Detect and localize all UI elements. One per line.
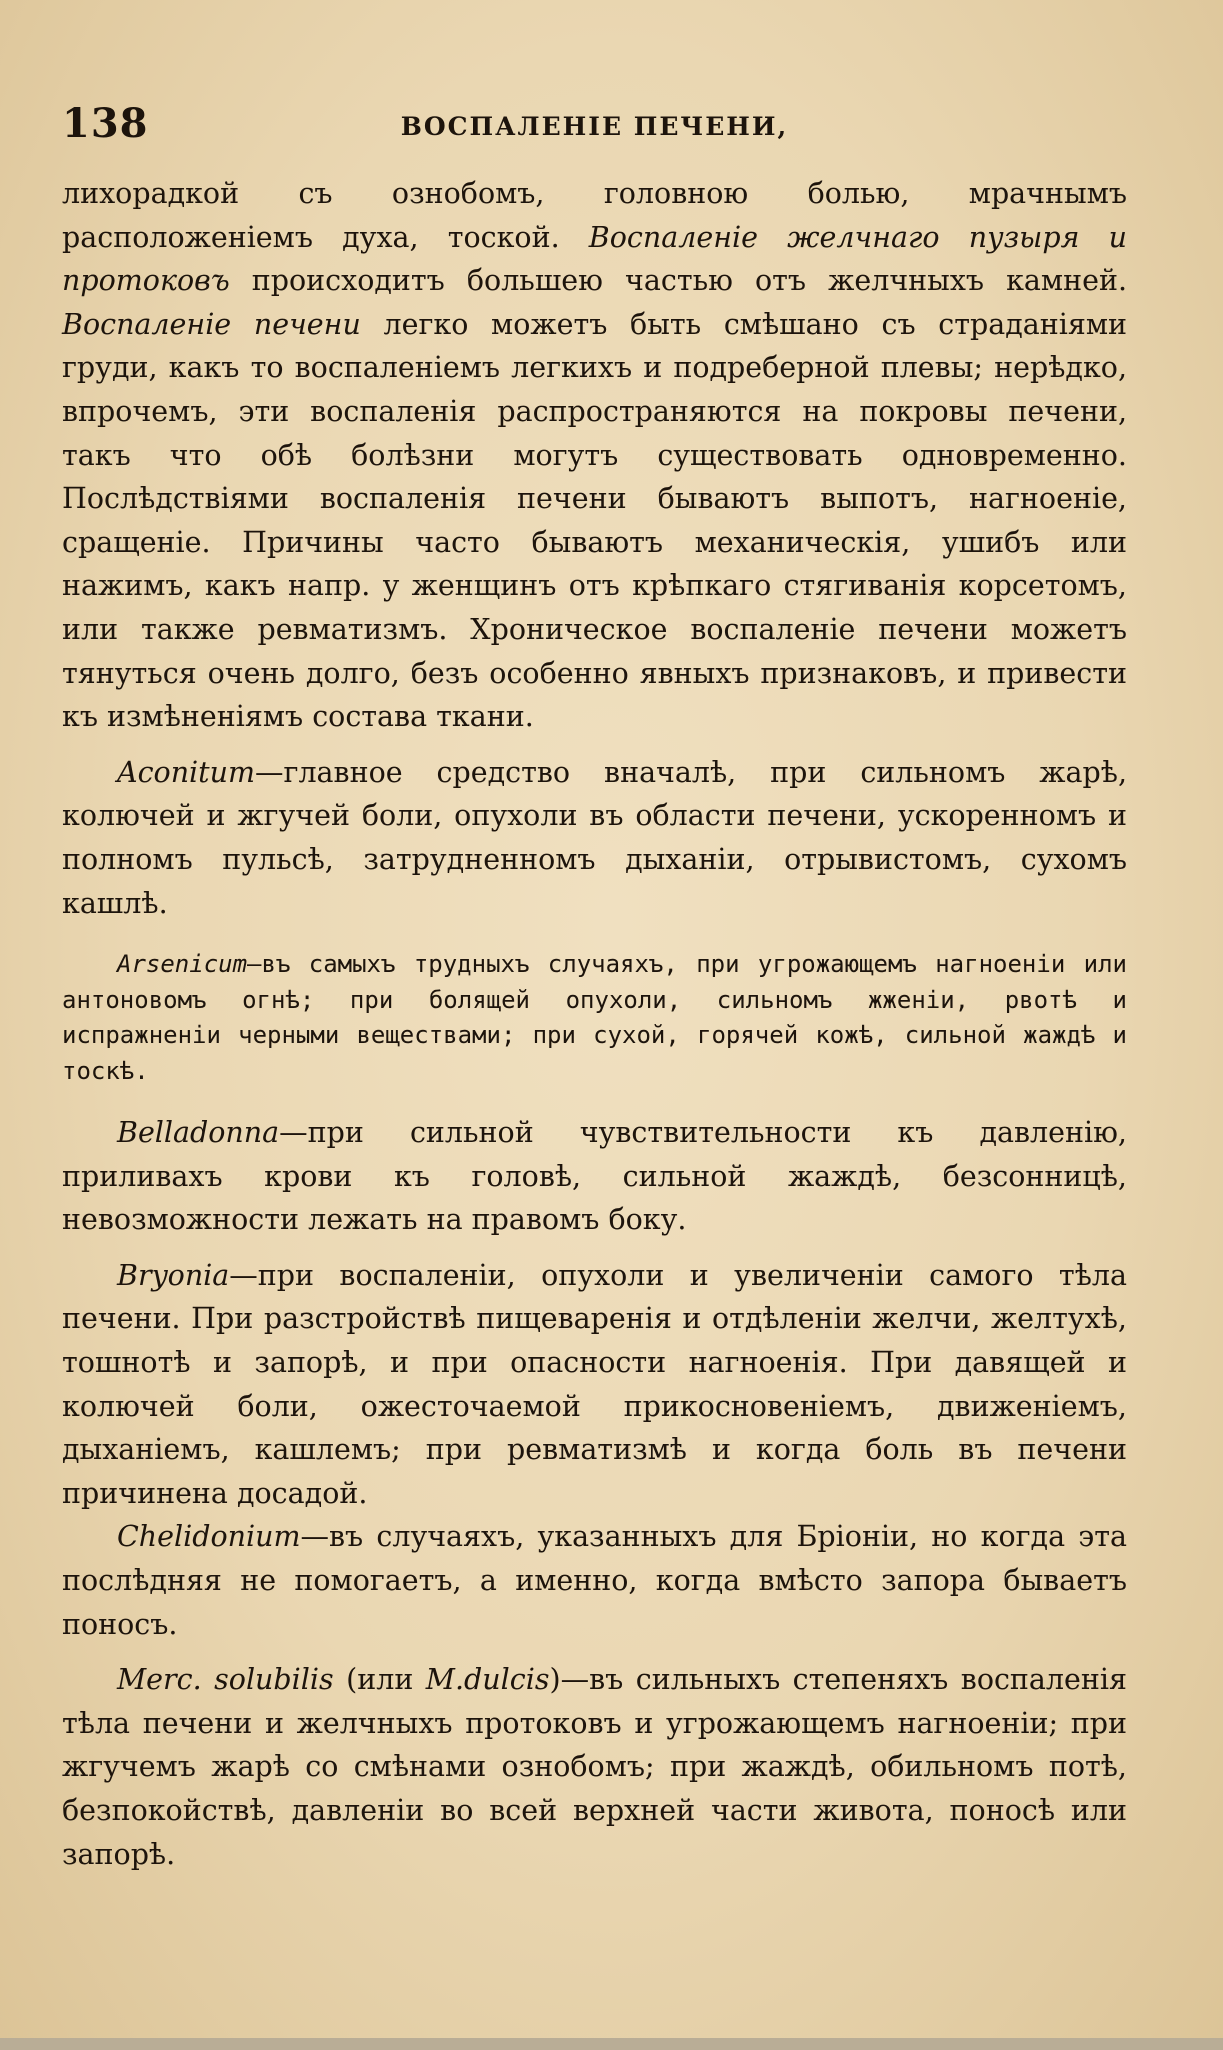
remedy-text: —главное средство вначалѣ, при сильномъ жарѣ, колючей и жгучей боли, опухоли въ области печени, ускоренномъ и полномъ пульсѣ, затрудненномъ дыханіи, отрывистомъ, сухомъ кашлѣ.: [62, 755, 1127, 920]
remedy-text: —при сильной чувствительности къ давленію, приливахъ крови къ головѣ, сильной жаждѣ, безсонницѣ, невозможности лежать на правомъ боку.: [62, 1116, 1127, 1237]
intro-paragraph: [62, 172, 1127, 739]
intro-text-1: лихорадкой съ ознобомъ, головною болью, мрачнымъ расположеніемъ духа, тоской.: [62, 177, 1127, 254]
intro-text-3: легко можетъ быть смѣшано съ страданіями груди, какъ то воспаленіемъ легкихъ и подреберной плевы; нерѣдко, впрочемъ, эти воспаленія распространяются на покровы печени, такъ что обѣ болѣзни могутъ существовать одновременно. Послѣдствіями воспаленія печени бываютъ выпотъ, нагноеніе, сращеніе. Причины часто бываютъ механическія, ушибъ или нажимъ, какъ напр. у женщинъ отъ крѣпкаго стягиванія корсетомъ, или также ревматизмъ. Хроническое воспаленіе печени можетъ тянуться очень долго, безъ особенно явныхъ признаковъ, и привести къ измѣненіямъ состава ткани.: [62, 307, 1128, 734]
remedy-name: Chelidonium: [117, 1520, 301, 1554]
remedy-name-aside: (или: [333, 1663, 426, 1697]
remedy-name-alt: M.dulcis: [425, 1663, 550, 1697]
remedy-arsenicum: [62, 947, 1127, 1089]
remedy-name: Belladonna: [117, 1116, 280, 1150]
remedy-text: —въ самыхъ трудныхъ случаяхъ, при угрожающемъ нагноеніи или антоновомъ огнѣ; при болящей опухоли, сильномъ жженіи, рвотѣ и испражненіи черными веществами; при сухой, горячей кожѣ, сильной жаждѣ и тоскѣ.: [62, 950, 1127, 1085]
scan-bottom-edge: [0, 2038, 1223, 2050]
remedy-name: Bryonia: [117, 1258, 230, 1292]
page-header: [62, 100, 1127, 160]
remedy-mercurius: [62, 1658, 1127, 1876]
remedy-text: —въ случаяхъ, указанныхъ для Бріоніи, но когда эта послѣдняя не помогаетъ, а именно, когда вмѣсто запора бываетъ поносъ.: [62, 1520, 1127, 1641]
intro-italic-gallbladder: Воспаленіе желчнаго пузыря и протоковъ: [62, 220, 1128, 298]
remedy-chelidonium: [62, 1515, 1127, 1646]
page-body: [62, 172, 1127, 1876]
intro-italic-liver: Воспаленіе печени: [62, 307, 361, 341]
page-number: 138: [62, 100, 149, 147]
remedy-text: —при воспаленіи, опухоли и увеличеніи самого тѣла печени. При разстройствѣ пищеваренія и отдѣленіи желчи, желтухѣ, тошнотѣ и запорѣ, и при опасности нагноенія. При давящей и колючей боли, ожесточаемой прикосновеніемъ, движеніемъ, дыханіемъ, кашлемъ; при ревматизмѣ и когда боль въ печени причинена досадой.: [62, 1258, 1127, 1510]
remedy-aconitum: [62, 751, 1127, 925]
remedy-name: Merc. solubilis: [117, 1663, 334, 1697]
remedy-text: )—въ сильныхъ степеняхъ воспаленія тѣла печени и желчныхъ протоковъ и угрожающемъ нагноеніи; при жгучемъ жарѣ со смѣнами ознобомъ; при жаждѣ, обильномъ потѣ, безпокойствѣ, давленіи во всей верхней части живота, поносѣ или запорѣ.: [62, 1663, 1127, 1871]
remedy-bryonia: [62, 1254, 1127, 1516]
intro-text-2: происходитъ большею частью отъ желчныхъ камней.: [251, 264, 1127, 298]
remedy-name: Aconitum: [117, 755, 256, 789]
remedy-belladonna: [62, 1111, 1127, 1242]
remedy-name: Arsenicum: [117, 950, 248, 979]
running-title: ВОСПАЛЕНІЕ ПЕЧЕНИ,: [400, 112, 789, 141]
